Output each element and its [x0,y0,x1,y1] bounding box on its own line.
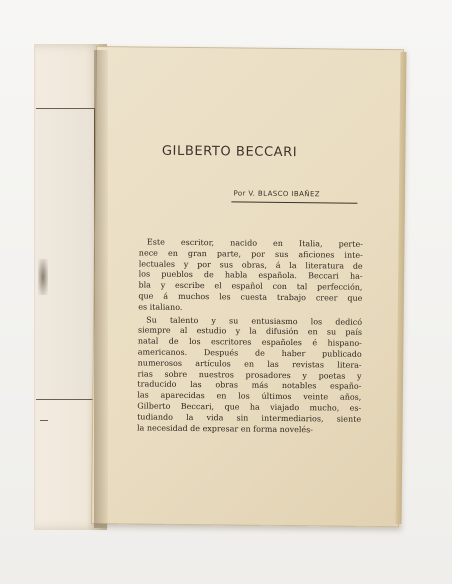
body-line: Este escritor, nacido en Italia, perte- [146,237,363,249]
byline-rule [231,201,357,203]
left-page-portrait-plate [36,108,95,400]
body-line: Gilberto Beccari, que ha viajado mucho, es- [137,401,362,413]
body-line: siempre al estudio y la difusión en su país [137,325,363,338]
body-line: las aparecidas en los últimos veinte años, [137,390,362,402]
portrait-figure [38,259,48,295]
body-line: americanos. Después de haber publicado [137,347,362,359]
body-line: bla y escribe el español con tal perfección, [138,280,363,292]
body-line: la necesidad de expresar en forma novelés- [136,422,314,434]
body-line: numerosos artículos en las revistas litera- [137,358,362,370]
body-line: lectuales y por sus obras, á la literatura de [138,259,363,271]
body-line: Su talento y su entusiasmo los dedicó [146,315,363,327]
book-gutter [94,50,108,528]
left-page-mark [40,420,48,421]
body-line: es italiano. [138,302,183,312]
body-line: natal de los escritores españoles é hispano- [137,336,362,348]
body-line: tudiando la vida sin intermediarios, siente [137,412,362,424]
body-line: los pueblos de habla española. Beccari ha- [138,269,363,282]
body-line: nece en gran parte, por sus aficiones inte- [138,248,363,260]
body-line: rias sobre nuestros prosadores y poetas y [137,369,362,381]
body-line: que á muchos les cuesta trabajo creer que [138,291,363,303]
article-byline: Por V. BLASCO IBAÑEZ [233,189,321,199]
body-line: traducido las obras más notables españo- [137,379,362,392]
article-body [137,237,363,436]
article-title: GILBERTO BECCARI [161,143,298,161]
right-page [91,46,404,527]
